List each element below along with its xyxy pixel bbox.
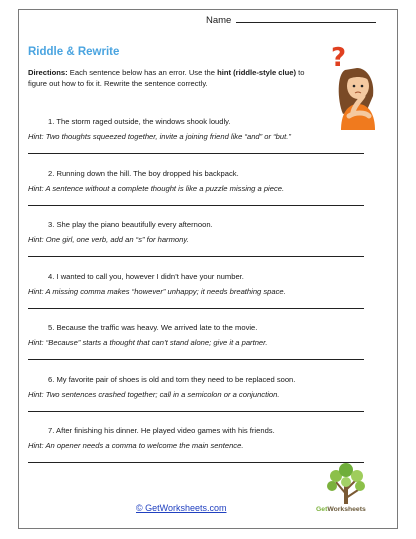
item-sentence <box>48 272 244 281</box>
answer-line[interactable] <box>28 411 364 412</box>
hint-text: An opener needs a comma to welcome the main sentence. <box>45 441 244 450</box>
answer-line[interactable] <box>28 308 364 309</box>
item-sentence-text: She play the piano beautifully every afternoon. <box>56 220 213 229</box>
hint-label: Hint: <box>28 338 44 347</box>
answer-line[interactable] <box>28 462 364 463</box>
hint-text: One girl, one verb, add an “s” for harmony. <box>45 235 189 244</box>
item-sentence-text: Because the traffic was heavy. We arrived late to the movie. <box>56 323 258 332</box>
item-hint <box>28 235 189 244</box>
item-hint <box>28 441 243 450</box>
thinking-girl-illustration <box>323 40 385 130</box>
directions-text-2: to figure out how to fix it. Rewrite the sentence correctly. <box>28 68 305 88</box>
page-title: Riddle & Rewrite <box>28 46 120 58</box>
answer-line[interactable] <box>28 205 364 206</box>
directions-hint-word: hint (riddle-style clue) <box>217 68 297 77</box>
item-number: 6. <box>48 375 55 384</box>
hint-label: Hint: <box>28 287 44 296</box>
directions <box>28 68 320 89</box>
hint-label: Hint: <box>28 390 44 399</box>
directions-text-1: Each sentence below has an error. Use the <box>67 68 218 77</box>
item-number: 1. <box>48 117 55 126</box>
name-field-row <box>206 14 376 26</box>
tree-logo-icon <box>316 458 376 524</box>
item-sentence-text: My favorite pair of shoes is old and torn they need to be replaced soon. <box>56 375 296 384</box>
item-hint <box>28 390 279 399</box>
directions-lead: Directions: <box>28 68 68 77</box>
hint-label: Hint: <box>28 132 44 141</box>
logo-worksheets: Worksheets <box>327 506 366 513</box>
hint-label: Hint: <box>28 235 44 244</box>
item-number: 5. <box>48 323 55 332</box>
item-number: 2. <box>48 169 55 178</box>
answer-line[interactable] <box>28 256 364 257</box>
item-number: 3. <box>48 220 55 229</box>
hint-label: Hint: <box>28 184 44 193</box>
hint-text: A missing comma makes “however” unhappy; it needs breathing space. <box>45 287 286 296</box>
item-sentence-text: Running down the hill. The boy dropped his backpack. <box>56 169 239 178</box>
hint-text: Two thoughts squeezed together, invite a joining friend like “and” or “but.” <box>45 132 291 141</box>
item-sentence <box>48 426 275 435</box>
item-sentence <box>48 375 295 384</box>
item-sentence-text: After finishing his dinner. He played video games with his friends. <box>56 426 275 435</box>
item-sentence-text: I wanted to call you, however I didn’t have your number. <box>56 272 244 281</box>
hint-text: A sentence without a complete thought is like a puzzle missing a piece. <box>45 184 285 193</box>
hint-text: “Because” starts a thought that can’t stand alone; give it a partner. <box>45 338 268 347</box>
item-sentence <box>48 323 257 332</box>
item-hint <box>28 338 268 347</box>
item-sentence <box>48 117 231 126</box>
answer-line[interactable] <box>28 359 364 360</box>
copyright-link[interactable]: © GetWorksheets.com <box>136 503 227 513</box>
item-sentence <box>48 220 213 229</box>
item-number: 4. <box>48 272 55 281</box>
item-sentence-text: The storm raged outside, the windows shook loudly. <box>56 117 231 126</box>
brand-logo-text <box>316 506 366 513</box>
item-hint <box>28 287 286 296</box>
question-mark-icon: ? <box>331 43 347 73</box>
item-sentence <box>48 169 239 178</box>
item-hint <box>28 184 284 193</box>
item-number: 7. <box>48 426 55 435</box>
answer-line[interactable] <box>28 153 364 154</box>
logo-get: Get <box>316 506 328 513</box>
name-label: Name <box>206 15 232 26</box>
item-hint <box>28 132 291 141</box>
hint-label: Hint: <box>28 441 44 450</box>
hint-text: Two sentences crashed together; call in a semicolon or a conjunction. <box>45 390 280 399</box>
name-line <box>236 14 376 23</box>
